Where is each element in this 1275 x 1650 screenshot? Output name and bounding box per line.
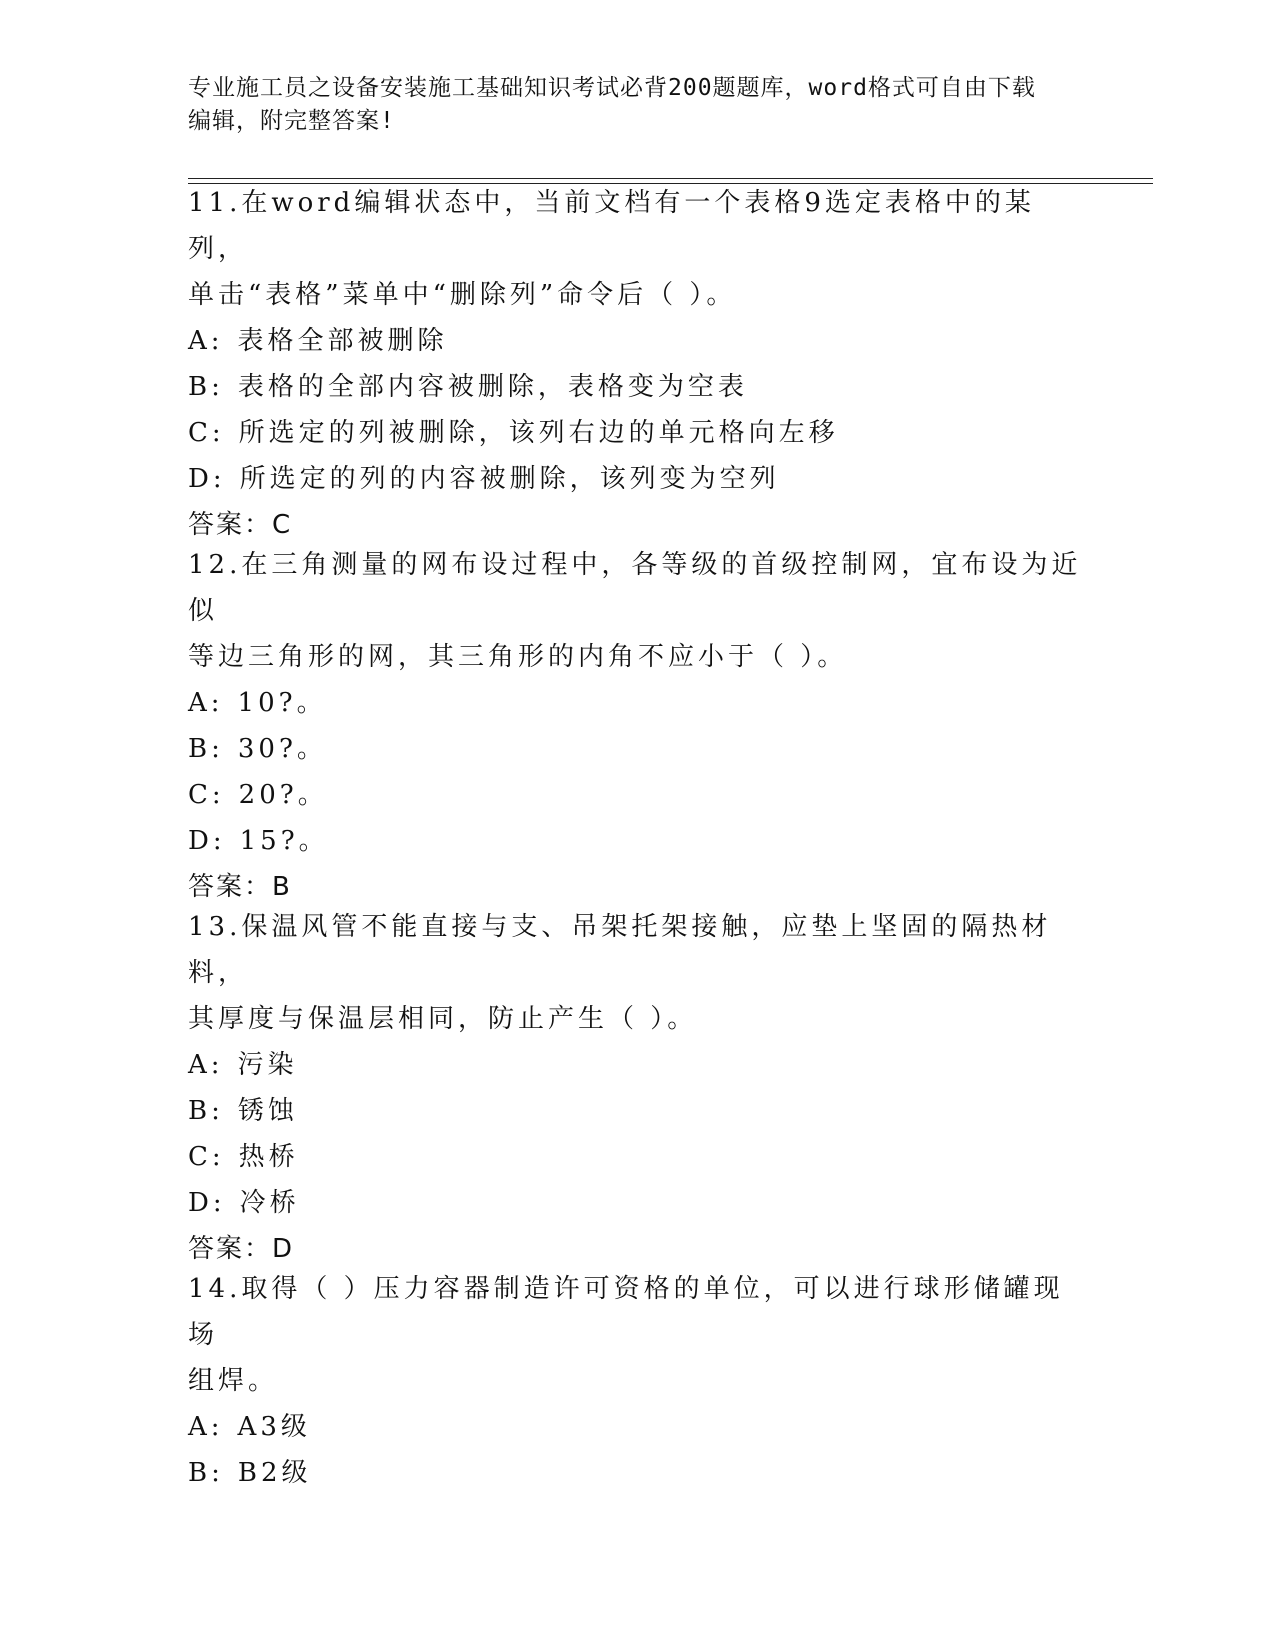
- option-separator: :: [211, 1096, 224, 1126]
- option-separator: :: [211, 372, 224, 402]
- option-text: 表格全部被删除: [237, 326, 448, 356]
- option-letter: D: [188, 826, 213, 856]
- option-separator: :: [212, 464, 226, 494]
- question-13-option-a: [188, 1042, 1088, 1088]
- option-separator: :: [211, 418, 225, 448]
- option-letter: A: [188, 688, 211, 718]
- option-letter: D: [188, 464, 213, 494]
- option-text: B2级: [237, 1458, 312, 1488]
- question-14-line-2: 组焊。: [188, 1366, 279, 1396]
- header-divider-top: [188, 178, 1153, 179]
- question-13-line-1: 13.保温风管不能直接与支、吊架托架接触，应垫上坚固的隔热材料，: [188, 912, 1052, 988]
- question-14-option-b: [188, 1450, 1088, 1496]
- option-text: 20?。: [238, 780, 328, 810]
- option-separator: :: [211, 1458, 224, 1488]
- option-letter: B: [188, 1458, 212, 1488]
- question-12-option-b: [188, 726, 1088, 772]
- option-letter: D: [188, 1188, 213, 1218]
- option-letter: A: [188, 1412, 211, 1442]
- option-text: 热桥: [238, 1142, 299, 1172]
- option-text: 表格的全部内容被删除，表格变为空表: [237, 372, 748, 402]
- question-11-option-b: [188, 364, 1088, 410]
- option-separator: :: [211, 780, 225, 810]
- question-14: [188, 1266, 1088, 1496]
- option-text: 所选定的列被删除，该列右边的单元格向左移: [238, 418, 839, 448]
- question-12-line-2: 等边三角形的网，其三角形的内角不应小于（ ）。: [188, 642, 848, 672]
- question-11-option-d: [188, 456, 1088, 502]
- question-13-answer: 答案：D: [188, 1234, 295, 1264]
- option-letter: B: [188, 734, 212, 764]
- question-11-line-1: 11.在word编辑状态中，当前文档有一个表格9选定表格中的某列，: [188, 188, 1035, 264]
- option-text: 10?。: [237, 688, 327, 718]
- question-13-line-2: 其厚度与保温层相同，防止产生（ ）。: [188, 1004, 698, 1034]
- question-11-option-a: [188, 318, 1088, 364]
- question-12-option-d: [188, 818, 1088, 864]
- question-14-option-a: [188, 1404, 1088, 1450]
- option-text: 15?。: [239, 826, 329, 856]
- option-letter: C: [188, 418, 212, 448]
- option-letter: B: [188, 1096, 212, 1126]
- question-11-answer: 答案：C: [188, 510, 293, 540]
- header-line-1: 专业施工员之设备安装施工基础知识考试必背200题题库，word格式可自由下载: [188, 75, 1036, 101]
- option-text: 污染: [237, 1050, 298, 1080]
- document-header: [188, 72, 1088, 138]
- question-13: [188, 904, 1088, 1272]
- option-separator: :: [211, 1142, 225, 1172]
- question-12-option-c: [188, 772, 1088, 818]
- question-14-line-1: 14.取得（ ）压力容器制造许可资格的单位，可以进行球形储罐现场: [188, 1274, 1064, 1350]
- question-12-line-1: 12.在三角测量的网布设过程中，各等级的首级控制网，宜布设为近似: [188, 550, 1082, 626]
- option-separator: :: [210, 326, 224, 356]
- option-separator: :: [210, 1050, 224, 1080]
- option-separator: :: [210, 1412, 224, 1442]
- option-letter: C: [188, 1142, 212, 1172]
- question-11-option-c: [188, 410, 1088, 456]
- question-13-option-c: [188, 1134, 1088, 1180]
- option-text: 30?。: [237, 734, 327, 764]
- header-line-2: 编辑，附完整答案!: [188, 108, 395, 134]
- question-12-answer: 答案：B: [188, 872, 292, 902]
- question-11-line-2: 单击“表格”菜单中“删除列”命令后（ ）。: [188, 280, 737, 310]
- option-separator: :: [210, 688, 224, 718]
- option-separator: :: [212, 826, 226, 856]
- question-13-option-b: [188, 1088, 1088, 1134]
- question-11: [188, 180, 1088, 548]
- option-text: 所选定的列的内容被删除，该列变为空列: [239, 464, 780, 494]
- question-12-option-a: [188, 680, 1088, 726]
- question-12: [188, 542, 1088, 910]
- option-separator: :: [211, 734, 224, 764]
- option-separator: :: [212, 1188, 226, 1218]
- option-letter: C: [188, 780, 212, 810]
- option-text: A3级: [237, 1412, 311, 1442]
- option-letter: A: [188, 326, 211, 356]
- option-text: 冷桥: [239, 1188, 300, 1218]
- option-letter: A: [188, 1050, 211, 1080]
- option-letter: B: [188, 372, 212, 402]
- question-13-option-d: [188, 1180, 1088, 1226]
- option-text: 锈蚀: [237, 1096, 298, 1126]
